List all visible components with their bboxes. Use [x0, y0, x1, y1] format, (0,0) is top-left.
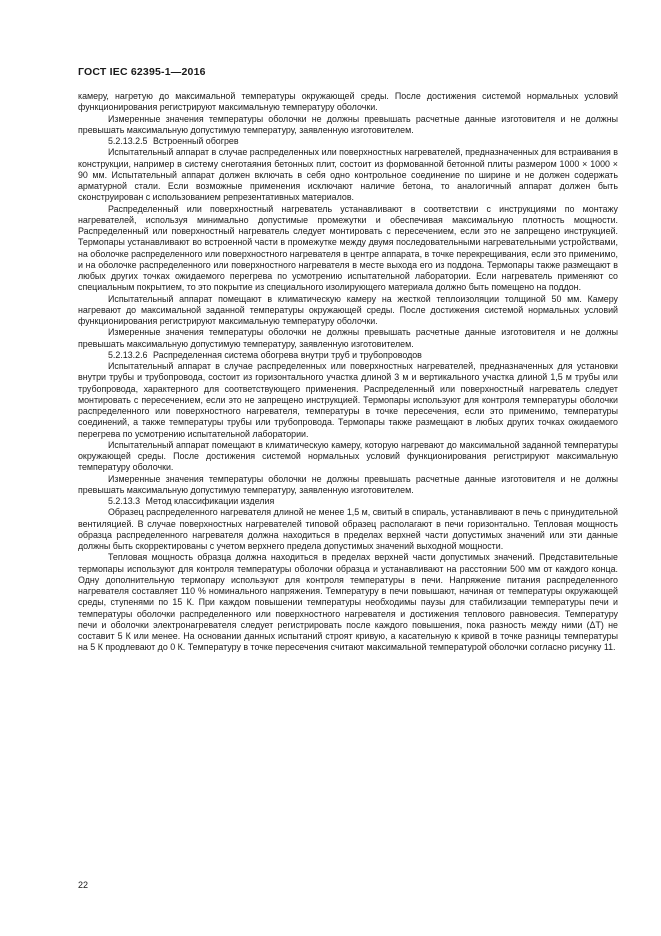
paragraph: Испытательный аппарат помещают в климатическую камеру, которую нагревают до максимальной заданной температуры окружающей среды. После достижения системой нормальных условий функционирования регистрируют максимальную температуру оболочки.: [78, 439, 618, 473]
section-number: 5.2.13.2.5: [108, 136, 148, 146]
paragraph: камеру, нагретую до максимальной температуры окружающей среды. После достижения системой нормальных условий функционирования регистрируют максимальную температуру оболочки.: [78, 91, 618, 113]
section-number: 5.2.13.3: [108, 496, 141, 506]
paragraph: Измеренные значения температуры оболочки не должны превышать расчетные данные изготовителя и не должны превышать максимальную допустимую температуру, заявленную изготовителем.: [78, 473, 618, 495]
section-heading: [78, 496, 618, 507]
paragraph: Тепловая мощность образца должна находиться в пределах верхней части допустимых значений. Представительные термопары используют для контроля температуры оболочки образца и устанавливают на расстоянии 500 мм от каждого конца. Одну дополнительную термопару используют для контроля температуры в печи. Напряжение питания распределенного нагревателя составляет 110 % номинального напряжения. Температуру в печи повышают, начиная от температуры окружающей среды, ступенями по 15 К. При каждом повышении температуры необходимы паузы для стабилизации температуры печи и температуры оболочки распределенного или поверхностного нагревателя и достижения теплового равновесия. Температуру печи и оболочки электронагревателя следует регистрировать после каждого повышения, пока разность между ними (ΔT) не составит 5 К или менее. На основании данных испытаний строят кривую, а касательную к кривой в точке разницы температуры на 5 К продлевают до 0 К. Температуру в точке пересечения считают максимальной температурой оболочки согласно рисунку 11.: [78, 552, 618, 653]
document-header: ГОСТ IEC 62395-1—2016: [78, 66, 206, 78]
section-heading: [78, 136, 618, 147]
paragraph: Распределенный или поверхностный нагреватель устанавливают в соответствии с инструкциями по монтажу нагревателей, используя минимально допустимые промежутки и обеспечивая максимальную плотность мощности. Распределенный или поверхностный нагреватель следует монтировать с пересечением, если это не запрещено инструкцией. Термопары устанавливают во встроенной части в промежутке между двумя последовательными нагревательными устройствами, на оболочке распределенного или поверхностного нагревателя в центре аппарата, в точке перекрещивания, если это применимо, и на оболочке распределенного или поверхностного нагревателя в месте выхода его из поддона. Термопары также размещают в любых других точках ожидаемого перегрева по усмотрению испытательной лаборатории. Если нагреватель применяют со специальным покрытием, то это покрытие из специального изолирующего материала должно быть помещено на поддон.: [78, 203, 618, 293]
paragraph: Измеренные значения температуры оболочки не должны превышать расчетные данные изготовителя и не должны превышать максимальную допустимую температуру, заявленную изготовителем.: [78, 113, 618, 135]
section-heading: [78, 350, 618, 361]
section-title: Встроенный обогрев: [152, 136, 239, 146]
page-number: 22: [78, 880, 89, 890]
section-title: Распределенная система обогрева внутри труб и трубопроводов: [152, 349, 422, 360]
section-title: Метод классификации изделия: [145, 496, 275, 506]
paragraph: Испытательный аппарат в случае распределенных или поверхностных нагревателей, предназначенных для установки внутри трубы и трубопровода, состоит из горизонтального участка длиной 3 м и вертикального участка длиной 1,5 м трубы или трубопровода, характерного для соответствующего применения. Распределенный или поверхностный нагреватель следует монтировать с пересечением, если это не запрещено инструкцией. Термопары используют для контроля температуры оболочки распределенного или поверхностного нагревателя, температуры в точке пересечения, если это применимо, температуры соединений, а также температуры трубы или трубопровода. Термопары также размещают в любых других точках ожидаемого перегрева по усмотрению испытательной лаборатории.: [78, 361, 618, 439]
section-number: 5.2.13.2.6: [108, 349, 148, 360]
paragraph: Измеренные значения температуры оболочки не должны превышать расчетные данные изготовителя и не должны превышать максимальную допустимую температуру, заявленную изготовителем.: [78, 327, 618, 349]
paragraph: Испытательный аппарат в случае распределенных или поверхностных нагревателей, предназначенных для встраивания в конструкции, например в систему снеготаяния бетонных плит, состоит из формованной бетонной плиты размером 1000 × 1000 × 90 мм. Испытательный аппарат должен включать в себя одно контрольное соединение по ширине и не должен содержать арматурной стали. Если возможные применения исключают наличие бетона, то аналогичный аппарат должен быть сконструирован с использованием репрезентативных материалов.: [78, 147, 618, 203]
paragraph: Образец распределенного нагревателя длиной не менее 1,5 м, свитый в спираль, устанавливают в печь с принудительной вентиляцией. В случае поверхностных нагревателей типовой образец располагают в печи горизонтально. Тепловая мощность образца распределенного нагревателя должна находиться в пределах верхней части допустимых значений или эти данные должны быть скорректированы с учетом верхнего предела допустимых значений выходной мощности.: [78, 507, 618, 551]
paragraph: Испытательный аппарат помещают в климатическую камеру на жесткой теплоизоляции толщиной 50 мм. Камеру нагревают до максимальной заданной температуры окружающей среды. После достижения системой нормальных условий функционирования регистрируют максимальную температуру оболочки.: [78, 293, 618, 326]
document-body: [78, 91, 618, 654]
